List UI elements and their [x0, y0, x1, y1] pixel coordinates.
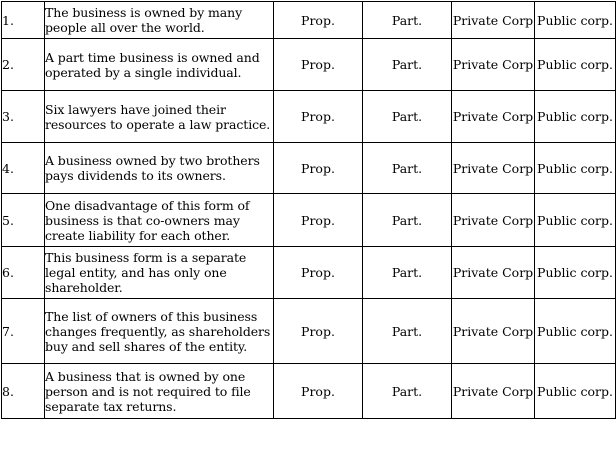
option-public-corp[interactable]: Public corp. [535, 143, 616, 194]
table-row [2, 39, 616, 91]
row-statement: The list of owners of this business changes frequently, as shareholders buy and sell shares of the entity. [45, 299, 274, 364]
option-private-corp[interactable]: Private Corp [452, 143, 535, 194]
row-statement: The business is owned by many people all over the world. [45, 2, 274, 39]
option-proprietorship[interactable]: Prop. [274, 143, 363, 194]
option-private-corp[interactable]: Private Corp [452, 247, 535, 299]
option-partnership[interactable]: Part. [363, 91, 452, 143]
option-proprietorship[interactable]: Prop. [274, 247, 363, 299]
option-private-corp[interactable]: Private Corp [452, 39, 535, 91]
row-statement: Six lawyers have joined their resources to operate a law practice. [45, 91, 274, 143]
option-private-corp[interactable]: Private Corp [452, 91, 535, 143]
option-partnership[interactable]: Part. [363, 39, 452, 91]
row-statement: A part time business is owned and operated by a single individual. [45, 39, 274, 91]
option-partnership[interactable]: Part. [363, 247, 452, 299]
row-number: 3. [2, 91, 45, 143]
table-row [2, 143, 616, 194]
option-private-corp[interactable]: Private Corp [452, 2, 535, 39]
option-public-corp[interactable]: Public corp. [535, 91, 616, 143]
row-statement: A business that is owned by one person and is not required to file separate tax returns. [45, 364, 274, 419]
table-row [2, 91, 616, 143]
table-row [2, 247, 616, 299]
option-public-corp[interactable]: Public corp. [535, 2, 616, 39]
table-row [2, 364, 616, 419]
option-partnership[interactable]: Part. [363, 2, 452, 39]
row-number: 6. [2, 247, 45, 299]
option-partnership[interactable]: Part. [363, 143, 452, 194]
row-number: 8. [2, 364, 45, 419]
option-public-corp[interactable]: Public corp. [535, 299, 616, 364]
option-proprietorship[interactable]: Prop. [274, 91, 363, 143]
row-statement: One disadvantage of this form of business is that co-owners may create liability for each other. [45, 194, 274, 247]
option-private-corp[interactable]: Private Corp [452, 299, 535, 364]
option-public-corp[interactable]: Public corp. [535, 247, 616, 299]
option-partnership[interactable]: Part. [363, 299, 452, 364]
row-number: 7. [2, 299, 45, 364]
option-proprietorship[interactable]: Prop. [274, 2, 363, 39]
option-public-corp[interactable]: Public corp. [535, 194, 616, 247]
row-number: 4. [2, 143, 45, 194]
table-row [2, 299, 616, 364]
option-proprietorship[interactable]: Prop. [274, 364, 363, 419]
option-public-corp[interactable]: Public corp. [535, 39, 616, 91]
option-private-corp[interactable]: Private Corp [452, 364, 535, 419]
row-number: 5. [2, 194, 45, 247]
table-row [2, 194, 616, 247]
option-partnership[interactable]: Part. [363, 364, 452, 419]
option-proprietorship[interactable]: Prop. [274, 194, 363, 247]
option-partnership[interactable]: Part. [363, 194, 452, 247]
option-private-corp[interactable]: Private Corp [452, 194, 535, 247]
option-public-corp[interactable]: Public corp. [535, 364, 616, 419]
row-statement: A business owned by two brothers pays dividends to its owners. [45, 143, 274, 194]
option-proprietorship[interactable]: Prop. [274, 299, 363, 364]
row-statement: This business form is a separate legal entity, and has only one shareholder. [45, 247, 274, 299]
option-proprietorship[interactable]: Prop. [274, 39, 363, 91]
row-number: 2. [2, 39, 45, 91]
table-row [2, 2, 616, 39]
business-forms-table [1, 1, 616, 419]
row-number: 1. [2, 2, 45, 39]
